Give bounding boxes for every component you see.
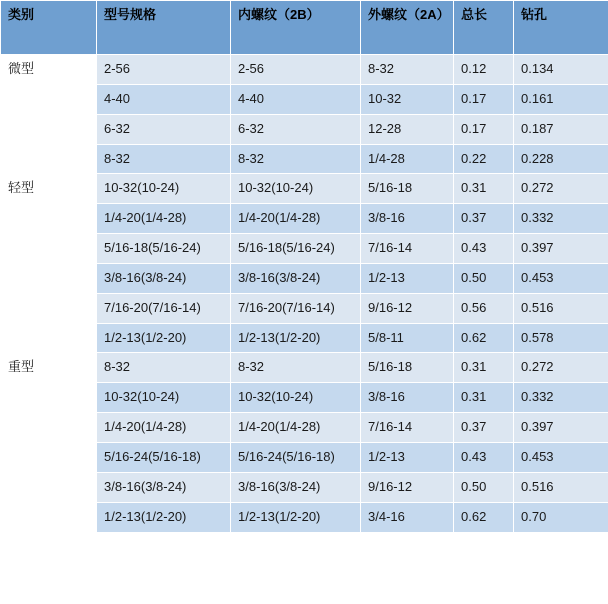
- cell-total-length: 0.31: [454, 383, 514, 413]
- cell-internal-thread: 4-40: [231, 84, 361, 114]
- cell-total-length: 0.17: [454, 114, 514, 144]
- cell-external-thread: 5/16-18: [361, 174, 454, 204]
- cell-internal-thread: 1/2-13(1/2-20): [231, 323, 361, 353]
- cell-drill: 0.70: [514, 502, 608, 532]
- cell-internal-thread: 8-32: [231, 144, 361, 174]
- cell-external-thread: 1/2-13: [361, 442, 454, 472]
- cell-external-thread: 10-32: [361, 84, 454, 114]
- cell-total-length: 0.31: [454, 353, 514, 383]
- cell-internal-thread: 7/16-20(7/16-14): [231, 293, 361, 323]
- cell-drill: 0.516: [514, 472, 608, 502]
- column-header-drill: 钻孔: [514, 1, 608, 55]
- cell-spec: 5/16-18(5/16-24): [97, 234, 231, 264]
- column-header-internal-thread: 内螺纹（2B）: [231, 1, 361, 55]
- cell-external-thread: 9/16-12: [361, 293, 454, 323]
- cell-internal-thread: 10-32(10-24): [231, 174, 361, 204]
- category-cell: 重型: [1, 353, 97, 532]
- cell-total-length: 0.17: [454, 84, 514, 114]
- column-header-total-length: 总长: [454, 1, 514, 55]
- cell-total-length: 0.37: [454, 413, 514, 443]
- cell-total-length: 0.31: [454, 174, 514, 204]
- table-body: [1, 55, 608, 533]
- cell-total-length: 0.56: [454, 293, 514, 323]
- cell-internal-thread: 2-56: [231, 55, 361, 85]
- cell-internal-thread: 1/4-20(1/4-28): [231, 204, 361, 234]
- cell-spec: 8-32: [97, 353, 231, 383]
- category-cell: 微型: [1, 55, 97, 174]
- cell-drill: 0.187: [514, 114, 608, 144]
- cell-internal-thread: 5/16-18(5/16-24): [231, 234, 361, 264]
- cell-internal-thread: 3/8-16(3/8-24): [231, 472, 361, 502]
- cell-internal-thread: 5/16-24(5/16-18): [231, 442, 361, 472]
- cell-total-length: 0.43: [454, 442, 514, 472]
- cell-total-length: 0.43: [454, 234, 514, 264]
- table-row: [1, 174, 608, 204]
- cell-spec: 2-56: [97, 55, 231, 85]
- cell-external-thread: 12-28: [361, 114, 454, 144]
- cell-internal-thread: 1/4-20(1/4-28): [231, 413, 361, 443]
- cell-drill: 0.453: [514, 442, 608, 472]
- cell-total-length: 0.12: [454, 55, 514, 85]
- cell-spec: 1/2-13(1/2-20): [97, 323, 231, 353]
- cell-drill: 0.397: [514, 413, 608, 443]
- column-header-spec: 型号规格: [97, 1, 231, 55]
- cell-spec: 3/8-16(3/8-24): [97, 472, 231, 502]
- cell-drill: 0.397: [514, 234, 608, 264]
- cell-drill: 0.272: [514, 353, 608, 383]
- cell-spec: 1/2-13(1/2-20): [97, 502, 231, 532]
- cell-total-length: 0.62: [454, 323, 514, 353]
- cell-drill: 0.332: [514, 383, 608, 413]
- cell-spec: 10-32(10-24): [97, 174, 231, 204]
- cell-drill: 0.453: [514, 263, 608, 293]
- cell-total-length: 0.37: [454, 204, 514, 234]
- cell-spec: 8-32: [97, 144, 231, 174]
- cell-external-thread: 5/8-11: [361, 323, 454, 353]
- column-header-category: 类别: [1, 1, 97, 55]
- cell-external-thread: 1/2-13: [361, 263, 454, 293]
- cell-spec: 6-32: [97, 114, 231, 144]
- cell-external-thread: 7/16-14: [361, 413, 454, 443]
- cell-external-thread: 7/16-14: [361, 234, 454, 264]
- cell-spec: 7/16-20(7/16-14): [97, 293, 231, 323]
- cell-external-thread: 1/4-28: [361, 144, 454, 174]
- cell-external-thread: 8-32: [361, 55, 454, 85]
- table-header-row: [1, 1, 608, 55]
- cell-internal-thread: 10-32(10-24): [231, 383, 361, 413]
- cell-internal-thread: 8-32: [231, 353, 361, 383]
- cell-external-thread: 3/4-16: [361, 502, 454, 532]
- cell-internal-thread: 3/8-16(3/8-24): [231, 263, 361, 293]
- cell-total-length: 0.62: [454, 502, 514, 532]
- cell-drill: 0.134: [514, 55, 608, 85]
- cell-spec: 4-40: [97, 84, 231, 114]
- cell-spec: 5/16-24(5/16-18): [97, 442, 231, 472]
- cell-total-length: 0.22: [454, 144, 514, 174]
- cell-total-length: 0.50: [454, 263, 514, 293]
- cell-drill: 0.332: [514, 204, 608, 234]
- cell-total-length: 0.50: [454, 472, 514, 502]
- cell-external-thread: 5/16-18: [361, 353, 454, 383]
- table-row: [1, 55, 608, 85]
- cell-spec: 10-32(10-24): [97, 383, 231, 413]
- cell-spec: 3/8-16(3/8-24): [97, 263, 231, 293]
- cell-spec: 1/4-20(1/4-28): [97, 204, 231, 234]
- category-cell: 轻型: [1, 174, 97, 353]
- cell-drill: 0.228: [514, 144, 608, 174]
- table-header: [1, 1, 608, 55]
- cell-external-thread: 3/8-16: [361, 383, 454, 413]
- table-row: [1, 353, 608, 383]
- cell-spec: 1/4-20(1/4-28): [97, 413, 231, 443]
- cell-external-thread: 3/8-16: [361, 204, 454, 234]
- column-header-external-thread: 外螺纹（2A）: [361, 1, 454, 55]
- cell-internal-thread: 1/2-13(1/2-20): [231, 502, 361, 532]
- cell-external-thread: 9/16-12: [361, 472, 454, 502]
- cell-drill: 0.516: [514, 293, 608, 323]
- cell-drill: 0.161: [514, 84, 608, 114]
- cell-internal-thread: 6-32: [231, 114, 361, 144]
- cell-drill: 0.578: [514, 323, 608, 353]
- cell-drill: 0.272: [514, 174, 608, 204]
